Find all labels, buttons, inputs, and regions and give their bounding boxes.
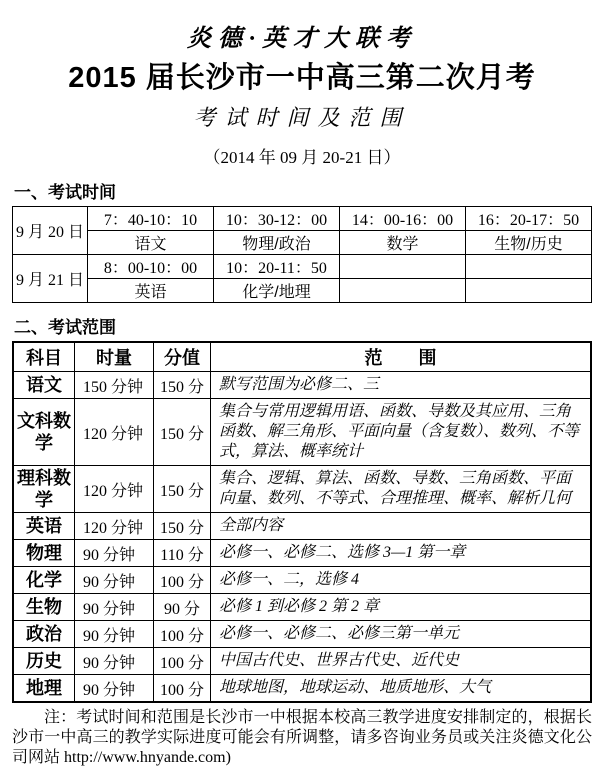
table-header-row: [13, 342, 591, 372]
score-cell: 90 分: [154, 594, 211, 621]
schedule-time-cell: [466, 255, 592, 279]
scope-cell: 默写范围为必修二、三: [211, 372, 592, 399]
schedule-subject-cell: [340, 279, 466, 303]
exam-scope-table: [12, 341, 592, 703]
table-row: [13, 466, 591, 513]
table-row: [13, 231, 592, 255]
table-row: [13, 513, 591, 540]
scope-cell: 地球地图，地球运动、地质地形、大气: [211, 675, 592, 703]
table-row: [13, 372, 591, 399]
section-heading-exam-scope: 二、考试范围: [14, 318, 116, 337]
subject-cell: 语文: [13, 372, 75, 399]
table-row: [13, 255, 592, 279]
brand-title: 炎德·英才大联考: [187, 26, 417, 52]
duration-cell: 90 分钟: [75, 675, 154, 703]
table-row: [13, 540, 591, 567]
scope-cell: 中国古代史、世界古代史、近代史: [211, 648, 592, 675]
duration-cell: 120 分钟: [75, 513, 154, 540]
subject-cell: 英语: [13, 513, 75, 540]
scope-cell: 集合与常用逻辑用语、函数、导数及其应用、三角函数、解三角形、平面向量（含复数）、数列、不等式，算法、概率统计: [211, 399, 592, 466]
score-cell: 100 分: [154, 648, 211, 675]
exam-title: 2015 届长沙市一中高三第二次月考: [68, 62, 536, 94]
schedule-subject-cell: 生物/历史: [466, 231, 592, 255]
score-cell: 110 分: [154, 540, 211, 567]
schedule-time-cell: 14：00-16：00: [340, 207, 466, 231]
exam-schedule-table: [12, 206, 592, 303]
schedule-subject-cell: 数学: [340, 231, 466, 255]
exam-subtitle: 考试时间及范围: [193, 105, 411, 130]
schedule-date-cell: 9 月 20 日: [13, 207, 88, 255]
duration-cell: 90 分钟: [75, 648, 154, 675]
column-header-score: 分值: [154, 342, 211, 372]
schedule-time-cell: 16：20-17：50: [466, 207, 592, 231]
score-cell: 150 分: [154, 399, 211, 466]
schedule-time-cell: 10：30-12：00: [214, 207, 340, 231]
column-header-subject: 科目: [13, 342, 75, 372]
duration-cell: 90 分钟: [75, 621, 154, 648]
table-row: [13, 648, 591, 675]
scope-cell: 全部内容: [211, 513, 592, 540]
scope-cell: 必修 1 到必修 2 第 2 章: [211, 594, 592, 621]
subject-cell: 政治: [13, 621, 75, 648]
schedule-subject-cell: [466, 279, 592, 303]
column-header-scope: 范 围: [211, 342, 592, 372]
duration-cell: 150 分钟: [75, 372, 154, 399]
column-header-duration: 时量: [75, 342, 154, 372]
score-cell: 100 分: [154, 567, 211, 594]
scope-cell: 必修一、二，选修 4: [211, 567, 592, 594]
subject-cell: 生物: [13, 594, 75, 621]
document-header: [12, 18, 592, 168]
scope-cell: 必修一、必修二、选修 3—1 第一章: [211, 540, 592, 567]
subject-cell: 地理: [13, 675, 75, 703]
subject-cell: 理科数学: [13, 466, 75, 513]
schedule-time-cell: 10：20-11：50: [214, 255, 340, 279]
score-cell: 100 分: [154, 675, 211, 703]
score-cell: 100 分: [154, 621, 211, 648]
subject-cell: 文科数学: [13, 399, 75, 466]
schedule-subject-cell: 语文: [88, 231, 214, 255]
duration-cell: 90 分钟: [75, 540, 154, 567]
table-row: [13, 567, 591, 594]
table-row: [13, 279, 592, 303]
table-row: [13, 594, 591, 621]
score-cell: 150 分: [154, 372, 211, 399]
score-cell: 150 分: [154, 466, 211, 513]
schedule-subject-cell: 英语: [88, 279, 214, 303]
score-cell: 150 分: [154, 513, 211, 540]
table-row: [13, 207, 592, 231]
scope-cell: 集合、逻辑、算法、函数、导数、三角函数、平面向量、数列、不等式、合理推理、概率、解析几何: [211, 466, 592, 513]
duration-cell: 90 分钟: [75, 567, 154, 594]
subject-cell: 化学: [13, 567, 75, 594]
schedule-time-cell: 7：40-10：10: [88, 207, 214, 231]
table-row: [13, 675, 591, 703]
schedule-subject-cell: 物理/政治: [214, 231, 340, 255]
duration-cell: 120 分钟: [75, 466, 154, 513]
table-row: [13, 399, 591, 466]
duration-cell: 90 分钟: [75, 594, 154, 621]
subject-cell: 历史: [13, 648, 75, 675]
schedule-time-cell: [340, 255, 466, 279]
scope-cell: 必修一、必修二、必修三第一单元: [211, 621, 592, 648]
exam-date-line: （2014 年 09 月 20-21 日）: [203, 148, 401, 167]
subject-cell: 物理: [13, 540, 75, 567]
section-heading-exam-time: 一、考试时间: [14, 183, 116, 202]
schedule-time-cell: 8：00-10：00: [88, 255, 214, 279]
table-row: [13, 621, 591, 648]
schedule-date-cell: 9 月 21 日: [13, 255, 88, 303]
footnote: 注：考试时间和范围是长沙市一中根据本校高三教学进度安排制定的，根据长沙市一中高三的教学实际进度可能会有所调整，请多咨询业务员或关注炎德文化公司网站 http://www.hnyande.com): [12, 709, 592, 766]
duration-cell: 120 分钟: [75, 399, 154, 466]
schedule-subject-cell: 化学/地理: [214, 279, 340, 303]
